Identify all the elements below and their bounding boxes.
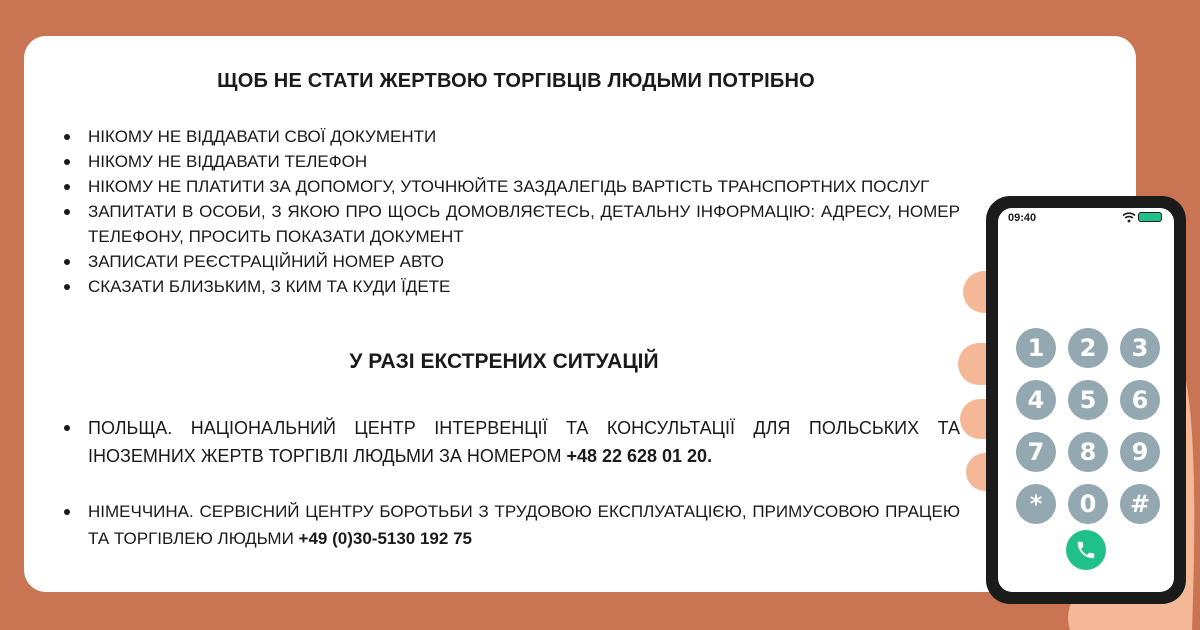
key-6: 6: [1120, 380, 1160, 420]
emergency-item-poland: [64, 414, 960, 470]
key-star: *: [1016, 484, 1056, 524]
key-hash: #: [1120, 484, 1160, 524]
call-icon: [1066, 530, 1106, 570]
key-8: 8: [1068, 432, 1108, 472]
advice-item: ЗАПИСАТИ РЕЄСТРАЦІЙНИЙ НОМЕР АВТО: [64, 249, 960, 274]
key-7: 7: [1016, 432, 1056, 472]
page-title: ЩОБ НЕ СТАТИ ЖЕРТВОЮ ТОРГІВЦІВ ЛЮДЬМИ ПОТРІБНО: [217, 70, 815, 92]
key-0: 0: [1068, 484, 1108, 524]
advice-item: НІКОМУ НЕ ПЛАТИТИ ЗА ДОПОМОГУ, УТОЧНЮЙТЕ ЗАЗДАЛЕГІДЬ ВАРТІСТЬ ТРАНСПОРТНИХ ПОСЛУГ: [64, 174, 960, 199]
advice-item: СКАЗАТИ БЛИЗЬКИМ, З КИМ ТА КУДИ ЇДЕТЕ: [64, 274, 960, 299]
advice-item: НІКОМУ НЕ ВІДДАВАТИ ТЕЛЕФОН: [64, 149, 960, 174]
advice-item: ЗАПИТАТИ В ОСОБИ, З ЯКОЮ ПРО ЩОСЬ ДОМОВЛЯЄТЕСЬ, ДЕТАЛЬНУ ІНФОРМАЦІЮ: АДРЕСУ, НОМЕР ТЕЛЕФОНУ, ПРОСИТЬ ПОКАЗАТИ ДОКУМЕНТ: [64, 199, 960, 249]
advice-list: [64, 124, 960, 299]
key-3: 3: [1120, 328, 1160, 368]
phone-number: +49 (0)30-5130 192 75: [298, 529, 472, 548]
dial-keypad: [1016, 328, 1168, 524]
wifi-icon: [1122, 211, 1136, 223]
emergency-text: ПОЛЬЩА. НАЦІОНАЛЬНИЙ ЦЕНТР ІНТЕРВЕНЦІЇ ТА КОНСУЛЬТАЦІЇ ДЛЯ ПОЛЬСЬКИХ ТА ІНОЗЕМНИХ ЖЕРТВ ТОРГІВЛІ ЛЮДЬМИ ЗА НОМЕРОМ: [88, 418, 960, 466]
key-4: 4: [1016, 380, 1056, 420]
emergency-item-germany: [64, 498, 960, 552]
battery-icon: [1138, 212, 1162, 222]
phone-illustration: [986, 196, 1186, 604]
phone-number: +48 22 628 01 20.: [566, 446, 713, 466]
key-2: 2: [1068, 328, 1108, 368]
key-5: 5: [1068, 380, 1108, 420]
emergency-text: НІМЕЧЧИНА. СЕРВІСНИЙ ЦЕНТРУ БОРОТЬБИ З ТРУДОВОЮ ЕКСПЛУАТАЦІЄЮ, ПРИМУСОВОЮ ПРАЦЕЮ ТА ТОРГІВЛЕЮ ЛЮДЬМИ: [88, 502, 960, 548]
phone-screen: [998, 208, 1174, 592]
handset-icon: [1075, 539, 1097, 561]
emergency-list: [64, 414, 960, 552]
key-9: 9: [1120, 432, 1160, 472]
status-time: 09:40: [1008, 212, 1037, 224]
advice-item: НІКОМУ НЕ ВІДДАВАТИ СВОЇ ДОКУМЕНТИ: [64, 124, 960, 149]
emergency-title: У РАЗІ ЕКСТРЕНИХ СИТУАЦІЙ: [349, 350, 659, 373]
key-1: 1: [1016, 328, 1056, 368]
